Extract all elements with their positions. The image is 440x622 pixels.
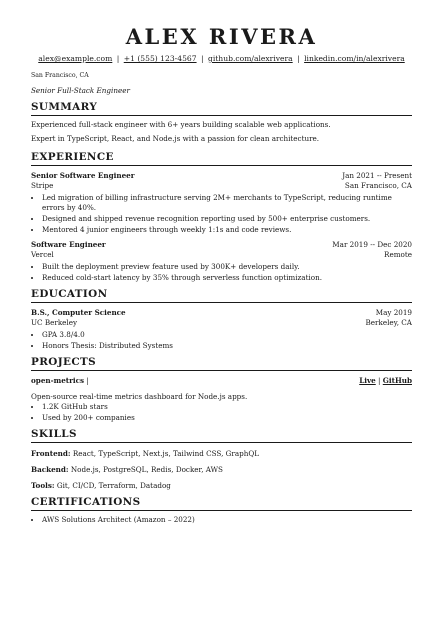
project-links-separator: |: [378, 376, 381, 385]
experience-heading: EXPERIENCE: [31, 151, 412, 166]
project-github-link[interactable]: GitHub: [382, 376, 412, 385]
skill-label: Tools:: [31, 481, 55, 490]
project-separator: |: [86, 376, 89, 385]
project-live-link[interactable]: Live: [359, 376, 376, 385]
project-links: [359, 376, 412, 386]
school-location: Berkeley, CA: [365, 318, 412, 327]
job-dates: Jan 2021 -- Present: [342, 171, 412, 180]
job-role: Software Engineer: [31, 240, 106, 249]
project-bullets: [31, 402, 412, 423]
skill-row: [31, 465, 412, 475]
job-bullets: [31, 193, 412, 235]
job-subheader: [31, 181, 412, 191]
skill-label: Backend:: [31, 465, 69, 474]
list-item: • Led migration of billing infrastructure serving 2M+ merchants to TypeScript, reducing runtime errors by 40%.: [42, 193, 412, 213]
job-role: Senior Software Engineer: [31, 171, 135, 180]
job-bullets: [31, 262, 412, 283]
graduation-date: May 2019: [375, 308, 412, 317]
contact-separator: |: [116, 54, 120, 63]
phone-link[interactable]: +1 (555) 123-4567: [123, 54, 197, 63]
list-item: • Designed and shipped revenue recognition reporting used by 500+ enterprise customers.: [42, 214, 412, 224]
contact-separator: |: [297, 54, 300, 63]
job-header: [31, 240, 412, 250]
project-description: Open-source real-time metrics dashboard for Node.js apps.: [31, 392, 248, 401]
github-link[interactable]: github.com/alexrivera: [207, 54, 293, 63]
list-item: • Mentored 4 junior engineers through weekly 1:1s and code reviews.: [42, 225, 412, 235]
education-header: [31, 308, 412, 318]
skill-value: Node.js, PostgreSQL, Redis, Docker, AWS: [70, 465, 223, 474]
list-item: • 1.2K GitHub stars: [42, 402, 412, 412]
skill-value: Git, CI/CD, Terraform, Datadog: [56, 481, 171, 490]
candidate-location: San Francisco, CA: [31, 72, 89, 79]
email-link[interactable]: alex@example.com: [38, 54, 113, 63]
certification-bullets: [31, 515, 412, 525]
degree: B.S., Computer Science: [31, 308, 126, 317]
list-item: • AWS Solutions Architect (Amazon – 2022): [42, 515, 412, 525]
job-location: Remote: [384, 250, 412, 259]
list-item: • GPA 3.8/4.0: [42, 330, 412, 340]
linkedin-link[interactable]: linkedin.com/in/alexrivera: [304, 54, 405, 63]
summary-line: Expert in TypeScript, React, and Node.js with a passion for clean architecture.: [31, 134, 320, 143]
job-company: Stripe: [31, 181, 54, 190]
list-item: • Built the deployment preview feature used by 300K+ developers daily.: [42, 262, 412, 272]
skill-row: [31, 449, 412, 459]
education-bullets: [31, 330, 412, 351]
project-header: [31, 376, 412, 386]
skills-heading: SKILLS: [31, 428, 412, 443]
contact-line: [31, 53, 412, 64]
job-company: Vercel: [31, 250, 54, 259]
project-name: open-metrics: [31, 376, 85, 385]
list-item: • Used by 200+ companies: [42, 413, 412, 423]
certifications-heading: CERTIFICATIONS: [31, 496, 412, 511]
skill-row: [31, 481, 412, 491]
projects-heading: PROJECTS: [31, 356, 412, 371]
list-item: • Honors Thesis: Distributed Systems: [42, 341, 412, 351]
job-dates: Mar 2019 -- Dec 2020: [332, 240, 412, 249]
education-subheader: [31, 318, 412, 328]
candidate-name: ALEX RIVERA: [125, 24, 318, 49]
candidate-headline: Senior Full-Stack Engineer: [31, 86, 130, 95]
contact-separator: |: [200, 54, 204, 63]
list-item: • Reduced cold-start latency by 35% through serverless function optimization.: [42, 273, 412, 283]
job-subheader: [31, 250, 412, 260]
skill-label: Frontend:: [31, 449, 71, 458]
summary-heading: SUMMARY: [31, 101, 412, 116]
job-location: San Francisco, CA: [344, 181, 412, 190]
summary-line: Experienced full-stack engineer with 6+ years building scalable web applications.: [31, 120, 331, 129]
education-heading: EDUCATION: [31, 288, 412, 303]
job-header: [31, 171, 412, 181]
school: UC Berkeley: [31, 318, 78, 327]
skill-value: React, TypeScript, Next.js, Tailwind CSS, GraphQL: [72, 449, 260, 458]
project-title: [31, 376, 89, 386]
